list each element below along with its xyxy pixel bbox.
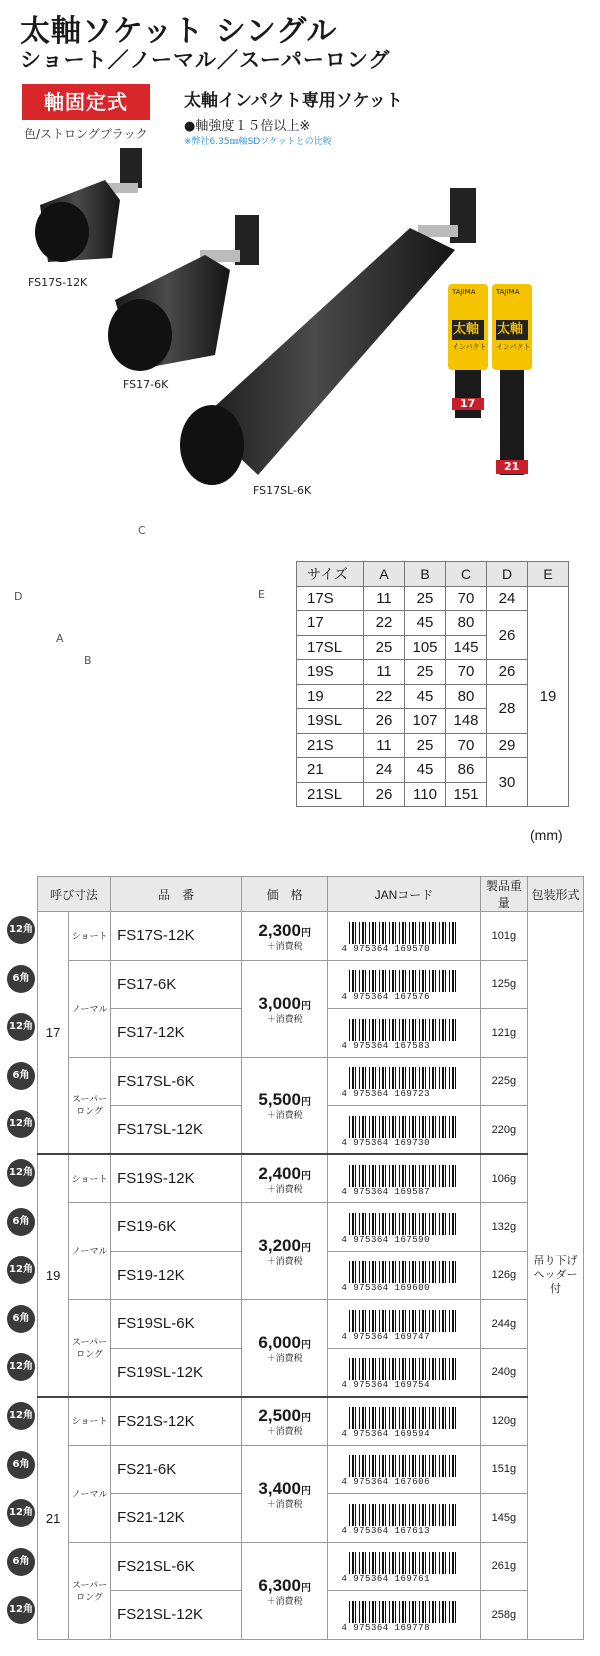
product-price: [242, 1300, 328, 1397]
jan-code: 4 975364 169754: [341, 1380, 430, 1390]
photo-label-long: FS17SL-6K: [253, 484, 312, 497]
product-model: FS19S-12K: [111, 1154, 242, 1203]
jan-code: 4 975364 169761: [341, 1574, 430, 1585]
dim-b: 45: [405, 684, 446, 709]
diagram-label-b: B: [84, 654, 92, 667]
price-tax: ＋消費税: [266, 1426, 303, 1436]
price-yen: 円: [300, 1000, 311, 1012]
product-row: [38, 1397, 584, 1446]
jan-code: 4 975364 169723: [341, 1089, 430, 1100]
product-type: ショート: [69, 912, 111, 961]
price-tax: ＋消費税: [266, 1595, 303, 1606]
dim-header-e: E: [528, 562, 569, 587]
package-name-21: 太軸: [497, 322, 524, 337]
product-row: [38, 1057, 584, 1106]
product-row: [38, 912, 584, 961]
price-value: 3,400: [258, 1478, 301, 1498]
dim-b: 25: [405, 586, 446, 611]
dim-b: 107: [405, 709, 446, 734]
page-title: 太軸ソケット シングル: [20, 14, 338, 49]
hex-type-badge: 12角: [7, 1013, 35, 1041]
package-sub-21: インパクト: [496, 343, 531, 351]
dim-size: 21: [297, 758, 364, 783]
barcode-icon: [341, 1306, 466, 1342]
barcode-icon: [341, 1209, 466, 1245]
product-price: [242, 912, 328, 961]
diagram-label-d: D: [14, 590, 23, 603]
product-model: FS19-12K: [111, 1251, 242, 1300]
dim-d: 26: [487, 660, 528, 685]
barcode-icon: [341, 1354, 466, 1390]
price-value: 2,300: [258, 920, 301, 940]
product-weight: 220g: [480, 1106, 527, 1155]
barcode-icon: [341, 1257, 466, 1293]
product-weight: 125g: [480, 960, 527, 1009]
jan-code: 4 975364 169747: [341, 1331, 430, 1342]
barcode-icon: [341, 1451, 466, 1487]
product-model: FS21SL-6K: [111, 1542, 242, 1591]
product-header-row: [38, 877, 584, 912]
product-model: FS19SL-6K: [111, 1300, 242, 1349]
hex-type-badge: 12角: [7, 916, 35, 944]
price-yen: 円: [300, 1485, 311, 1497]
dim-size: 19: [297, 684, 364, 709]
hex-type-badge: 12角: [7, 1256, 35, 1284]
dim-header-a: A: [364, 562, 405, 587]
package-name-17: 太軸: [453, 322, 480, 337]
product-model: FS17-12K: [111, 1009, 242, 1058]
product-photo: [0, 0, 600, 520]
dim-c: 145: [446, 635, 487, 660]
product-model: FS19-6K: [111, 1203, 242, 1252]
dim-d: 30: [487, 758, 528, 807]
jan-code: 4 975364 169594: [341, 1429, 430, 1439]
product-weight: 261g: [480, 1542, 527, 1591]
socket-long-image: [180, 188, 476, 485]
product-jan: [328, 1009, 481, 1058]
dim-a: 22: [364, 611, 405, 636]
product-header-model: 品 番: [111, 877, 242, 912]
product-model: FS17SL-6K: [111, 1057, 242, 1106]
price-value: 2,500: [258, 1406, 301, 1425]
dim-b: 45: [405, 758, 446, 783]
hex-type-badge: 12角: [7, 1596, 35, 1624]
jan-code: 4 975364 169600: [341, 1283, 430, 1294]
dim-b: 25: [405, 733, 446, 758]
product-jan: [328, 912, 481, 961]
dim-d: 28: [487, 684, 528, 733]
jan-code: 4 975364 169587: [341, 1186, 430, 1197]
product-jan: [328, 1348, 481, 1397]
barcode-icon: [341, 1112, 466, 1148]
dim-size: 21S: [297, 733, 364, 758]
dim-c: 80: [446, 684, 487, 709]
product-weight: 258g: [480, 1591, 527, 1640]
dim-b: 110: [405, 782, 446, 807]
price-tax: ＋消費税: [266, 1352, 303, 1363]
product-model: FS17S-12K: [111, 912, 242, 961]
product-type: スーパーロング: [69, 1542, 111, 1639]
dim-size: 17S: [297, 586, 364, 611]
hex-type-badge: 12角: [7, 1402, 35, 1430]
price-value: 3,200: [258, 1236, 301, 1255]
hex-type-badge: 6角: [7, 1305, 35, 1333]
hex-type-badge: 6角: [7, 1451, 35, 1479]
diagram-label-a: A: [56, 632, 64, 645]
product-row: [38, 1203, 584, 1252]
product-price: [242, 1154, 328, 1203]
dim-a: 11: [364, 660, 405, 685]
dim-a: 11: [364, 586, 405, 611]
product-model: FS19SL-12K: [111, 1348, 242, 1397]
product-jan: [328, 1445, 481, 1494]
dim-a: 26: [364, 709, 405, 734]
product-header-size: 呼び寸法: [38, 877, 111, 912]
diagram-label-c: C: [138, 524, 146, 537]
dim-b: 45: [405, 611, 446, 636]
hex-type-badge: 12角: [7, 1353, 35, 1381]
price-value: 2,400: [258, 1163, 301, 1183]
product-jan: [328, 1591, 481, 1640]
product-jan: [328, 960, 481, 1009]
dim-b: 105: [405, 635, 446, 660]
dim-d: 26: [487, 611, 528, 660]
dim-size: 19SL: [297, 709, 364, 734]
product-row: [38, 960, 584, 1009]
product-weight: 132g: [480, 1203, 527, 1252]
hex-type-badge: 12角: [7, 1159, 35, 1187]
product-size: 19: [38, 1154, 69, 1397]
dim-header-d: D: [487, 562, 528, 587]
dim-d: 24: [487, 586, 528, 611]
dimension-row: [297, 586, 569, 611]
dim-size: 17SL: [297, 635, 364, 660]
price-tax: ＋消費税: [266, 1183, 303, 1194]
dim-b: 25: [405, 660, 446, 685]
price-tax: ＋消費税: [266, 1256, 303, 1266]
jan-code: 4 975364 167590: [341, 1234, 430, 1245]
product-jan: [328, 1154, 481, 1203]
dim-a: 11: [364, 733, 405, 758]
package-size-21: 21: [504, 460, 520, 473]
page-subtitle: ショート／ノーマル／スーパーロング: [20, 48, 391, 72]
product-row: [38, 1154, 584, 1203]
product-header-price: 価 格: [242, 877, 328, 912]
dim-header-b: B: [405, 562, 446, 587]
price-tax: ＋消費税: [266, 1110, 303, 1121]
product-price: [242, 1445, 328, 1542]
product-type: ショート: [69, 1154, 111, 1203]
product-header-jan: JANコード: [328, 877, 481, 912]
jan-code: 4 975364 169778: [341, 1622, 430, 1633]
dim-c: 80: [446, 611, 487, 636]
product-type: ノーマル: [69, 1445, 111, 1542]
product-jan: [328, 1251, 481, 1300]
package-brand-21: TAJIMA: [496, 288, 520, 296]
hex-type-badge: 6角: [7, 1062, 35, 1090]
dim-header-c: C: [446, 562, 487, 587]
hex-type-badge: 6角: [7, 965, 35, 993]
product-jan: [328, 1203, 481, 1252]
hex-type-badge: 12角: [7, 1499, 35, 1527]
hex-type-badge: 12角: [7, 1110, 35, 1138]
product-type: スーパーロング: [69, 1300, 111, 1397]
product-price: [242, 1397, 328, 1446]
product-weight: 101g: [480, 912, 527, 961]
product-price: [242, 1057, 328, 1154]
product-jan: [328, 1397, 481, 1446]
price-value: 6,000: [258, 1332, 301, 1352]
jan-code: 4 975364 167613: [341, 1525, 430, 1536]
feature-title: 太軸インパクト専用ソケット: [184, 91, 403, 111]
color-label: 色/ストロングブラック: [24, 127, 148, 141]
product-header-weight: 製品重量: [480, 877, 527, 912]
product-row: [38, 1300, 584, 1349]
dimension-table: [296, 561, 569, 807]
dim-c: 70: [446, 660, 487, 685]
product-price: [242, 1203, 328, 1300]
product-type: ショート: [69, 1397, 111, 1446]
dim-c: 151: [446, 782, 487, 807]
hex-type-badge: 6角: [7, 1208, 35, 1236]
dimension-header-row: [297, 562, 569, 587]
dim-header-size: サイズ: [297, 562, 364, 587]
barcode-icon: [341, 1015, 466, 1051]
barcode-icon: [341, 1161, 466, 1197]
price-tax: ＋消費税: [266, 940, 303, 951]
price-yen: 円: [300, 1413, 311, 1424]
product-jan: [328, 1494, 481, 1543]
type-badge: 軸固定式: [22, 84, 150, 120]
price-yen: 円: [300, 1339, 311, 1351]
dim-d: 29: [487, 733, 528, 758]
product-price: [242, 1542, 328, 1639]
dim-a: 26: [364, 782, 405, 807]
socket-normal-image: [108, 215, 259, 371]
hex-type-badge: 6角: [7, 1548, 35, 1576]
feature-bullet: ●軸強度１５倍以上※: [184, 119, 311, 134]
product-weight: 126g: [480, 1251, 527, 1300]
product-price: [242, 960, 328, 1057]
product-weight: 151g: [480, 1445, 527, 1494]
dim-e: 19: [528, 586, 569, 807]
dim-c: 148: [446, 709, 487, 734]
product-header-packaging: 包装形式: [528, 877, 584, 912]
photo-label-short: FS17S-12K: [28, 276, 88, 289]
price-value: 6,300: [258, 1575, 301, 1595]
barcode-icon: [341, 966, 466, 1002]
price-tax: ＋消費税: [266, 1498, 303, 1509]
product-jan: [328, 1106, 481, 1155]
price-yen: 円: [300, 1097, 311, 1109]
socket-short-image: [35, 148, 142, 262]
dim-a: 25: [364, 635, 405, 660]
dimension-unit: (mm): [530, 827, 563, 843]
package-image-21: [492, 284, 532, 475]
product-size: 17: [38, 912, 69, 1155]
product-packaging: 吊り下げ ヘッダー付: [528, 912, 584, 1640]
product-jan: [328, 1542, 481, 1591]
product-row: [38, 1445, 584, 1494]
photo-label-normal: FS17-6K: [123, 378, 169, 391]
price-yen: 円: [300, 1582, 311, 1594]
dim-a: 22: [364, 684, 405, 709]
barcode-icon: [341, 918, 466, 954]
product-weight: 121g: [480, 1009, 527, 1058]
jan-code: 4 975364 167576: [341, 992, 430, 1003]
dim-c: 86: [446, 758, 487, 783]
product-weight: 240g: [480, 1348, 527, 1397]
dim-size: 19S: [297, 660, 364, 685]
product-size: 21: [38, 1397, 69, 1640]
product-type: ノーマル: [69, 960, 111, 1057]
product-weight: 145g: [480, 1494, 527, 1543]
price-value: 5,500: [258, 1090, 301, 1110]
diagram-label-e: E: [258, 588, 265, 601]
product-table: [37, 876, 584, 1640]
jan-code: 4 975364 169570: [341, 943, 430, 954]
jan-code: 4 975364 167583: [341, 1040, 430, 1051]
feature-note: ※弊社6.35㎜軸SDソケットとの比較: [184, 137, 332, 147]
price-value: 3,000: [258, 993, 301, 1013]
product-jan: [328, 1057, 481, 1106]
product-model: FS21-12K: [111, 1494, 242, 1543]
product-row: [38, 1542, 584, 1591]
jan-code: 4 975364 167606: [341, 1477, 430, 1488]
price-yen: 円: [300, 1170, 311, 1182]
product-weight: 225g: [480, 1057, 527, 1106]
package-sub-17: インパクト: [452, 343, 487, 351]
product-weight: 244g: [480, 1300, 527, 1349]
barcode-icon: [341, 1597, 466, 1633]
product-model: FS17-6K: [111, 960, 242, 1009]
barcode-icon: [341, 1063, 466, 1099]
product-weight: 120g: [480, 1397, 527, 1446]
barcode-icon: [341, 1500, 466, 1536]
package-brand-17: TAJIMA: [452, 288, 476, 296]
price-tax: ＋消費税: [266, 1013, 303, 1024]
package-size-17: 17: [460, 397, 476, 410]
product-type: ノーマル: [69, 1203, 111, 1300]
product-model: FS21S-12K: [111, 1397, 242, 1446]
barcode-icon: [341, 1403, 466, 1439]
price-yen: 円: [300, 1243, 311, 1254]
product-type: スーパーロング: [69, 1057, 111, 1154]
jan-code: 4 975364 169730: [341, 1137, 430, 1148]
product-model: FS21SL-12K: [111, 1591, 242, 1640]
product-model: FS17SL-12K: [111, 1106, 242, 1155]
dim-c: 70: [446, 733, 487, 758]
product-jan: [328, 1300, 481, 1349]
dim-size: 17: [297, 611, 364, 636]
dim-c: 70: [446, 586, 487, 611]
barcode-icon: [341, 1548, 466, 1584]
dim-a: 24: [364, 758, 405, 783]
price-yen: 円: [300, 927, 311, 939]
product-model: FS21-6K: [111, 1445, 242, 1494]
dim-size: 21SL: [297, 782, 364, 807]
product-weight: 106g: [480, 1154, 527, 1203]
